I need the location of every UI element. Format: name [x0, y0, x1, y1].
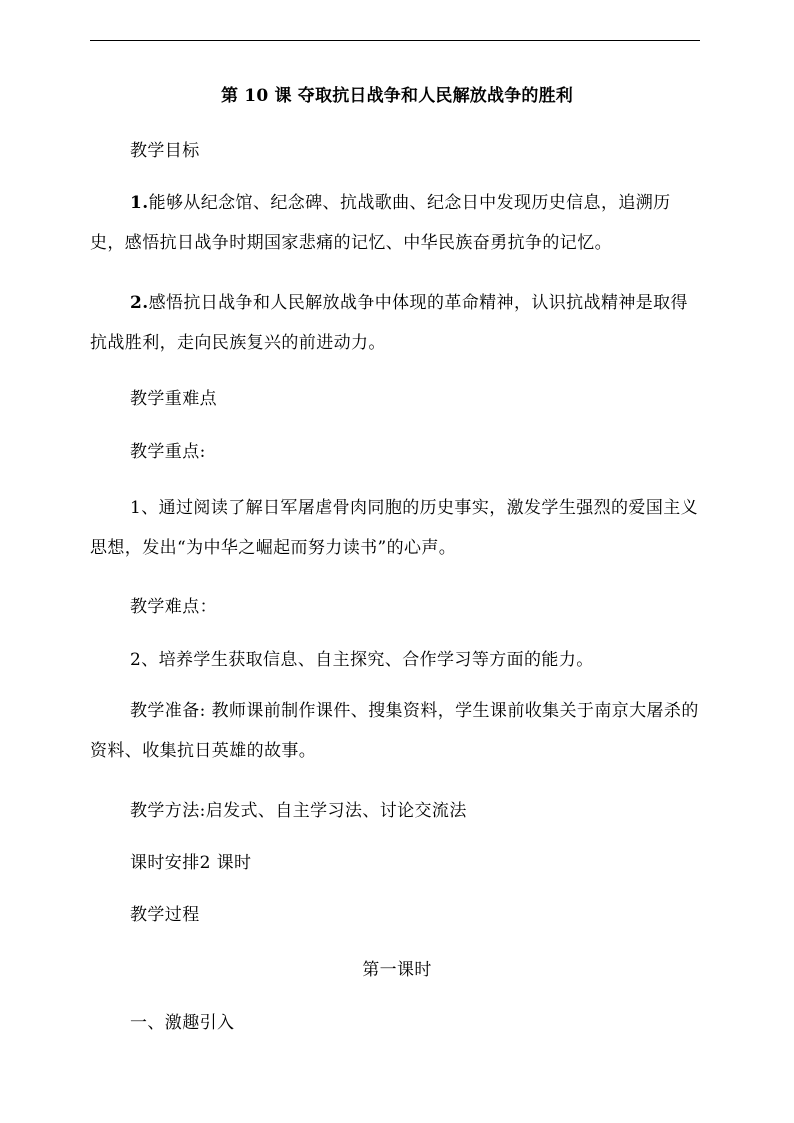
key-point-1: 1、通过阅读了解日军屠虐骨肉同胞的历史事实，激发学生强烈的爱国主义思想，发出“为中华之崛起而努力读书”的心声。: [90, 498, 699, 558]
difficult-point-2: 2、培养学生获取信息、自主探究、合作学习等方面的能力。: [130, 650, 594, 670]
methods: 教学方法:启发式、自主学习法、讨论交流法: [130, 801, 467, 821]
process-heading: 教学过程: [130, 905, 200, 925]
section-1-heading: 一、激趣引入: [130, 1013, 235, 1033]
preparation: 教学准备: 教师课前制作课件、搜集资料，学生课前收集关于南京大屠杀的资料、收集抗日英雄的故事。: [90, 701, 699, 761]
objective-1: [90, 183, 704, 263]
objective-2-number: 2.: [130, 293, 149, 313]
header-rule: [90, 40, 700, 41]
objective-2-text: 感悟抗日战争和人民解放战争中体现的革命精神，认识抗战精神是取得抗战胜利，走向民族复兴的前进动力。: [90, 293, 688, 353]
lesson-1-heading: 第一课时: [362, 960, 432, 980]
objective-1-number: 1.: [130, 193, 149, 213]
page-title: 第 10 课 夺取抗日战争和人民解放战争的胜利: [220, 86, 573, 106]
schedule: 课时安排2 课时: [130, 853, 252, 873]
objectives-heading: 教学目标: [130, 141, 200, 161]
key-difficult-heading: 教学重难点: [130, 389, 217, 409]
objective-1-text: 能够从纪念馆、纪念碑、抗战歌曲、纪念日中发现历史信息，追溯历史，感悟抗日战争时期国家悲痛的记忆、中华民族奋勇抗争的记忆。: [90, 193, 671, 253]
objective-2: [90, 283, 704, 363]
key-points-heading: 教学重点:: [130, 442, 206, 462]
difficult-heading: 教学难点：: [130, 597, 217, 617]
